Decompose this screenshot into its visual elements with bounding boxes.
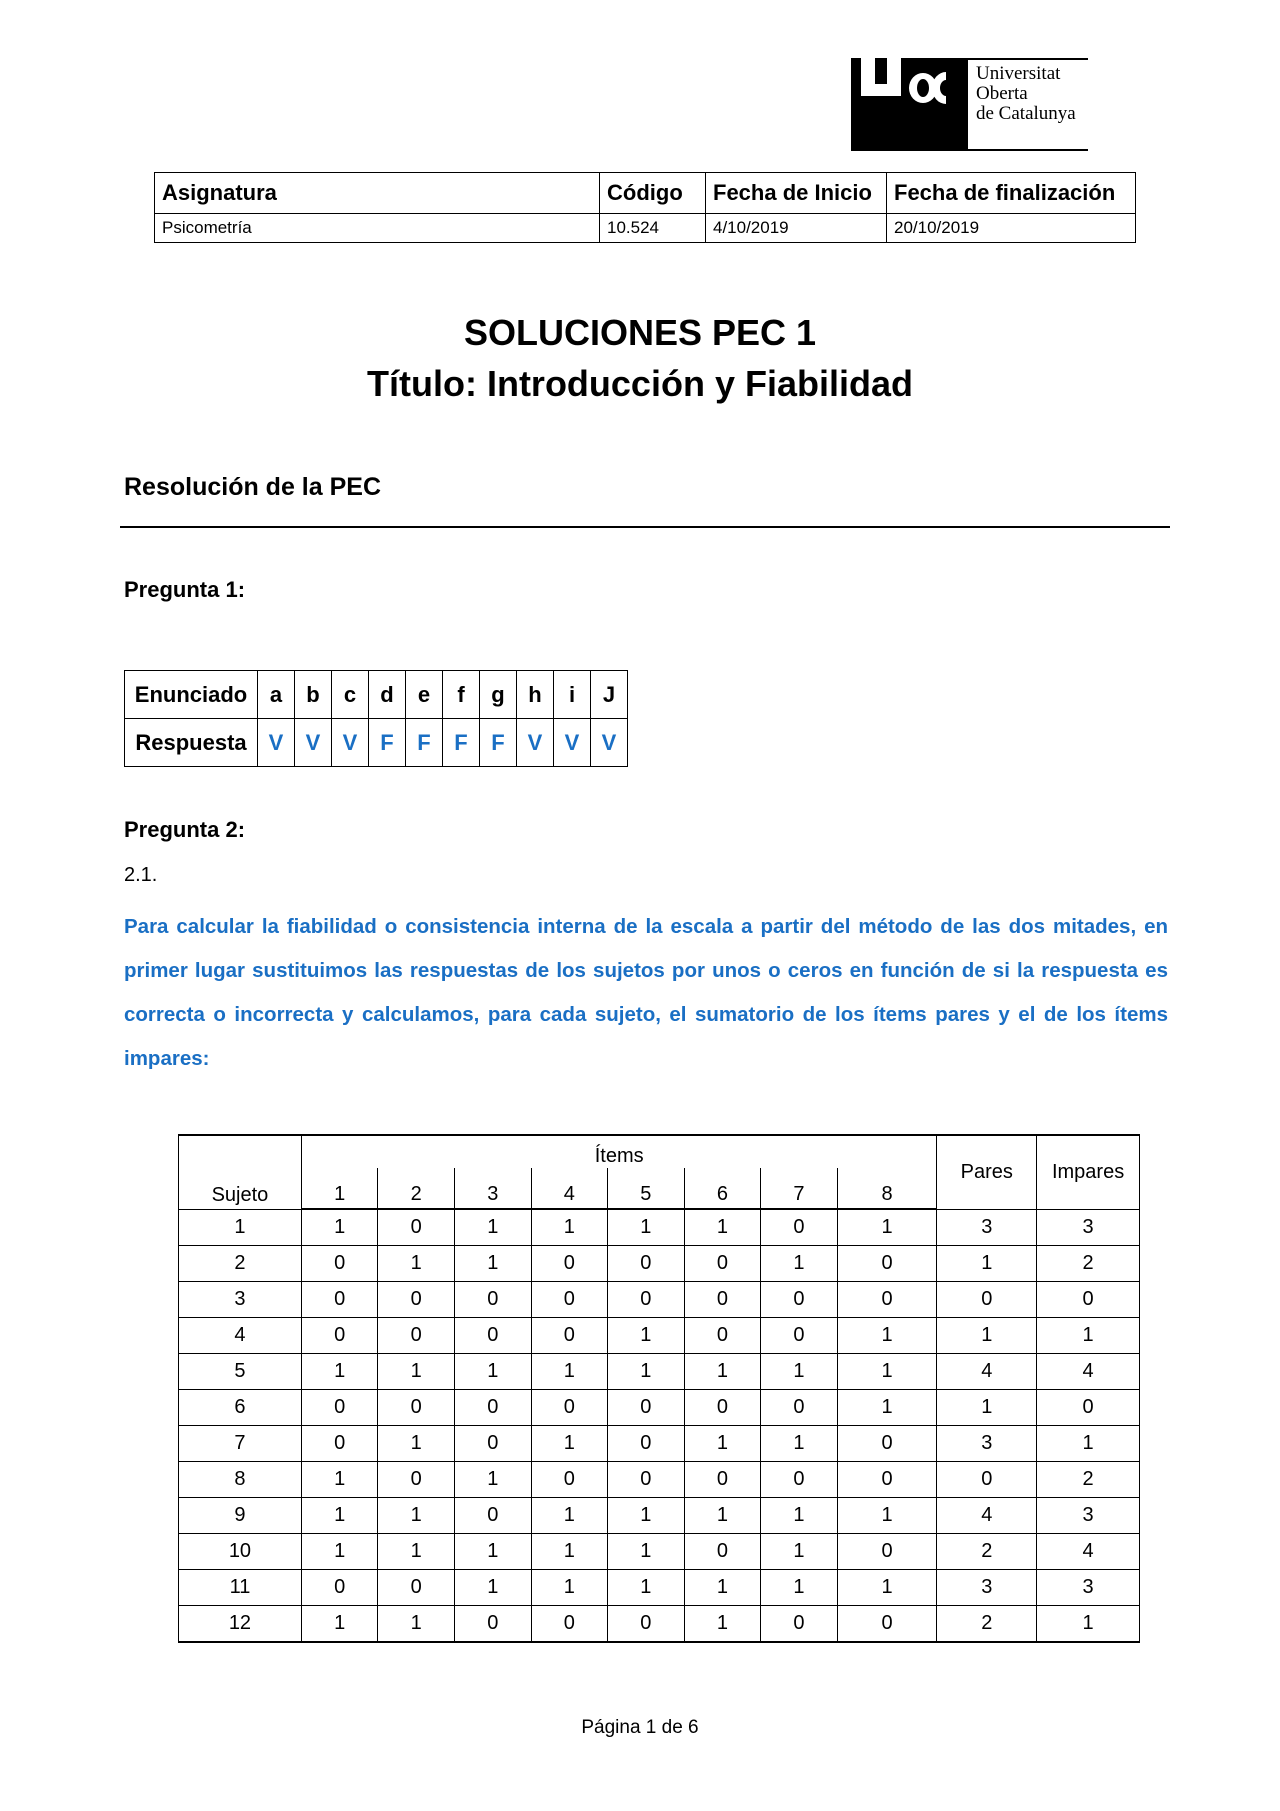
item-cell: 0 — [454, 1426, 531, 1462]
letter-cell: g — [480, 671, 517, 719]
item-cell: 0 — [608, 1606, 685, 1643]
letter-cell: d — [369, 671, 406, 719]
sum-cell: 4 — [937, 1498, 1037, 1534]
logo-line: Oberta — [976, 83, 1028, 104]
row-label-enunciado: Enunciado — [125, 671, 258, 719]
subject-cell: 9 — [179, 1498, 302, 1534]
item-cell: 0 — [454, 1282, 531, 1318]
item-number: 8 — [837, 1168, 937, 1209]
item-cell: 0 — [531, 1282, 608, 1318]
row-label-respuesta: Respuesta — [125, 719, 258, 767]
item-cell: 0 — [454, 1318, 531, 1354]
subject-cell: 5 — [179, 1354, 302, 1390]
item-cell: 0 — [837, 1246, 937, 1282]
letter-cell: a — [258, 671, 295, 719]
sum-cell: 1 — [1037, 1318, 1140, 1354]
item-cell: 1 — [454, 1246, 531, 1282]
sum-cell: 1 — [1037, 1426, 1140, 1462]
sum-cell: 2 — [937, 1534, 1037, 1570]
item-cell: 1 — [837, 1354, 937, 1390]
course-info-table — [154, 172, 1136, 243]
subject-cell: 3 — [179, 1282, 302, 1318]
item-cell: 0 — [837, 1426, 937, 1462]
table-row — [179, 1354, 1140, 1390]
item-cell: 0 — [301, 1246, 378, 1282]
sum-cell: 0 — [1037, 1282, 1140, 1318]
item-cell: 1 — [531, 1570, 608, 1606]
answer-cell: V — [554, 719, 591, 767]
item-number: 2 — [378, 1168, 455, 1209]
item-cell: 0 — [761, 1209, 838, 1246]
explanation-paragraph: Para calcular la fiabilidad o consistencia interna de la escala a partir del método de las dos mitades, en primer lugar sustituimos las respuestas de los sujetos por unos o ceros en función de si la respuesta es correcta o incorrecta y calculamos, para cada sujeto, el sumatorio de los ítems pares y el de los ítems impares: — [124, 915, 1168, 1070]
item-cell: 1 — [684, 1570, 761, 1606]
item-cell: 0 — [608, 1282, 685, 1318]
item-cell: 0 — [608, 1246, 685, 1282]
item-cell: 1 — [608, 1534, 685, 1570]
item-cell: 0 — [378, 1318, 455, 1354]
sum-cell: 1 — [937, 1390, 1037, 1426]
item-cell: 1 — [301, 1462, 378, 1498]
answer-cell: V — [295, 719, 332, 767]
sum-cell: 3 — [1037, 1498, 1140, 1534]
letter-cell: i — [554, 671, 591, 719]
item-cell: 1 — [761, 1354, 838, 1390]
item-cell: 0 — [837, 1534, 937, 1570]
page-title: SOLUCIONES PEC 1 — [463, 312, 817, 353]
table-row — [179, 1318, 1140, 1354]
item-cell: 1 — [301, 1209, 378, 1246]
item-cell: 0 — [684, 1390, 761, 1426]
sum-cell: 1 — [937, 1246, 1037, 1282]
item-cell: 1 — [531, 1498, 608, 1534]
sum-cell: 4 — [937, 1354, 1037, 1390]
item-cell: 0 — [531, 1606, 608, 1643]
answer-cell: V — [258, 719, 295, 767]
subject-cell: 1 — [179, 1209, 302, 1246]
section-heading: Resolución de la PEC — [124, 473, 382, 501]
table-row — [179, 1390, 1140, 1426]
item-cell: 0 — [301, 1426, 378, 1462]
sum-cell: 2 — [1037, 1462, 1140, 1498]
sum-cell: 0 — [937, 1282, 1037, 1318]
item-cell: 1 — [761, 1426, 838, 1462]
letter-cell: b — [295, 671, 332, 719]
item-cell: 1 — [301, 1606, 378, 1643]
item-cell: 0 — [531, 1462, 608, 1498]
item-cell: 1 — [378, 1498, 455, 1534]
letter-cell: J — [591, 671, 628, 719]
item-cell: 1 — [301, 1498, 378, 1534]
item-cell: 1 — [301, 1354, 378, 1390]
items-header: Ítems — [301, 1135, 937, 1168]
item-cell: 1 — [454, 1209, 531, 1246]
item-cell: 0 — [608, 1462, 685, 1498]
header-asignatura: Asignatura — [155, 173, 600, 214]
value-fecha-finalizacion: 20/10/2019 — [887, 214, 1136, 243]
sum-cell: 3 — [1037, 1209, 1140, 1246]
item-number: 4 — [531, 1168, 608, 1209]
subject-cell: 10 — [179, 1534, 302, 1570]
item-cell: 0 — [761, 1282, 838, 1318]
item-cell: 1 — [761, 1570, 838, 1606]
item-cell: 1 — [378, 1354, 455, 1390]
sum-cell: 3 — [937, 1209, 1037, 1246]
item-cell: 0 — [378, 1390, 455, 1426]
item-cell: 1 — [378, 1246, 455, 1282]
item-cell: 1 — [837, 1498, 937, 1534]
pregunta-1-label: Pregunta 1: — [124, 577, 246, 602]
sum-cell: 4 — [1037, 1534, 1140, 1570]
item-cell: 0 — [837, 1462, 937, 1498]
item-cell: 0 — [454, 1606, 531, 1643]
table-row — [179, 1246, 1140, 1282]
item-cell: 0 — [301, 1390, 378, 1426]
answer-cell: F — [369, 719, 406, 767]
page-subtitle: Título: Introducción y Fiabilidad — [367, 363, 913, 404]
item-cell: 0 — [684, 1282, 761, 1318]
logo-line: Universitat — [976, 63, 1061, 84]
table-row — [179, 1570, 1140, 1606]
item-cell: 0 — [761, 1390, 838, 1426]
item-cell: 1 — [837, 1209, 937, 1246]
item-cell: 1 — [608, 1354, 685, 1390]
item-cell: 1 — [761, 1498, 838, 1534]
sum-cell: 2 — [937, 1606, 1037, 1643]
item-cell: 0 — [761, 1606, 838, 1643]
sum-cell: 1 — [1037, 1606, 1140, 1643]
value-asignatura: Psicometría — [155, 214, 600, 243]
table-row — [179, 1606, 1140, 1643]
item-cell: 0 — [454, 1390, 531, 1426]
item-cell: 1 — [378, 1606, 455, 1643]
subject-header: Sujeto — [179, 1135, 302, 1209]
item-cell: 1 — [454, 1462, 531, 1498]
item-cell: 0 — [761, 1462, 838, 1498]
item-cell: 1 — [454, 1354, 531, 1390]
answer-cell: F — [443, 719, 480, 767]
item-cell: 1 — [531, 1209, 608, 1246]
item-number: 3 — [454, 1168, 531, 1209]
item-cell: 0 — [684, 1462, 761, 1498]
item-cell: 1 — [454, 1534, 531, 1570]
header-fecha-finalizacion: Fecha de finalización — [887, 173, 1136, 214]
sum-cell: 1 — [937, 1318, 1037, 1354]
impares-header: Impares — [1037, 1135, 1140, 1209]
sum-cell: 4 — [1037, 1354, 1140, 1390]
sum-cell: 3 — [937, 1426, 1037, 1462]
sum-cell: 3 — [937, 1570, 1037, 1606]
table-row — [179, 1426, 1140, 1462]
item-cell: 1 — [378, 1534, 455, 1570]
item-cell: 0 — [378, 1209, 455, 1246]
answer-cell: V — [332, 719, 369, 767]
item-cell: 0 — [301, 1282, 378, 1318]
item-cell: 0 — [684, 1246, 761, 1282]
item-cell: 0 — [531, 1318, 608, 1354]
value-codigo: 10.524 — [600, 214, 706, 243]
item-cell: 0 — [608, 1426, 685, 1462]
item-cell: 0 — [301, 1570, 378, 1606]
item-number: 5 — [608, 1168, 685, 1209]
item-cell: 1 — [608, 1318, 685, 1354]
item-cell: 0 — [684, 1318, 761, 1354]
item-cell: 1 — [531, 1354, 608, 1390]
table-row — [179, 1209, 1140, 1246]
item-cell: 1 — [608, 1209, 685, 1246]
item-cell: 1 — [837, 1318, 937, 1354]
item-cell: 0 — [301, 1318, 378, 1354]
item-cell: 1 — [378, 1426, 455, 1462]
item-cell: 1 — [684, 1426, 761, 1462]
sum-cell: 3 — [1037, 1570, 1140, 1606]
item-cell: 1 — [454, 1570, 531, 1606]
letter-cell: e — [406, 671, 443, 719]
item-cell: 0 — [378, 1282, 455, 1318]
subquestion-number: 2.1. — [124, 864, 158, 886]
logo-line: de Catalunya — [976, 103, 1076, 124]
item-cell: 1 — [531, 1426, 608, 1462]
letter-cell: c — [332, 671, 369, 719]
subject-cell: 11 — [179, 1570, 302, 1606]
item-cell: 1 — [684, 1209, 761, 1246]
header-fecha-inicio: Fecha de Inicio — [706, 173, 887, 214]
table-row — [179, 1534, 1140, 1570]
item-number: 1 — [301, 1168, 378, 1209]
item-cell: 1 — [837, 1390, 937, 1426]
table-row — [179, 1282, 1140, 1318]
item-cell: 0 — [531, 1246, 608, 1282]
item-cell: 1 — [531, 1534, 608, 1570]
item-cell: 0 — [378, 1570, 455, 1606]
item-cell: 1 — [684, 1606, 761, 1643]
subject-cell: 12 — [179, 1606, 302, 1643]
subject-cell: 2 — [179, 1246, 302, 1282]
item-cell: 1 — [301, 1534, 378, 1570]
item-cell: 0 — [608, 1390, 685, 1426]
answer-cell: V — [591, 719, 628, 767]
pregunta-2-label: Pregunta 2: — [124, 817, 246, 842]
pares-header: Pares — [937, 1135, 1037, 1209]
item-cell: 0 — [837, 1282, 937, 1318]
header-codigo: Código — [600, 173, 706, 214]
item-cell: 1 — [684, 1498, 761, 1534]
item-cell: 0 — [378, 1462, 455, 1498]
answers-table — [124, 670, 628, 767]
item-cell: 1 — [608, 1498, 685, 1534]
item-cell: 1 — [684, 1354, 761, 1390]
page-footer: Página 1 de 6 — [581, 1717, 699, 1738]
item-cell: 0 — [837, 1606, 937, 1643]
item-cell: 0 — [454, 1498, 531, 1534]
letter-cell: f — [443, 671, 480, 719]
items-table — [178, 1134, 1140, 1643]
answer-cell: F — [480, 719, 517, 767]
answer-cell: F — [406, 719, 443, 767]
sum-cell: 2 — [1037, 1246, 1140, 1282]
item-number: 6 — [684, 1168, 761, 1209]
item-cell: 1 — [837, 1570, 937, 1606]
subject-cell: 8 — [179, 1462, 302, 1498]
item-cell: 1 — [761, 1246, 838, 1282]
logo-text — [976, 64, 1076, 124]
subject-cell: 6 — [179, 1390, 302, 1426]
item-cell: 0 — [684, 1534, 761, 1570]
item-cell: 1 — [608, 1570, 685, 1606]
table-row — [179, 1462, 1140, 1498]
table-row — [179, 1498, 1140, 1534]
sum-cell: 0 — [1037, 1390, 1140, 1426]
subject-cell: 4 — [179, 1318, 302, 1354]
item-cell: 1 — [761, 1534, 838, 1570]
item-number: 7 — [761, 1168, 838, 1209]
subject-cell: 7 — [179, 1426, 302, 1462]
letter-cell: h — [517, 671, 554, 719]
sum-cell: 0 — [937, 1462, 1037, 1498]
answer-cell: V — [517, 719, 554, 767]
item-cell: 0 — [761, 1318, 838, 1354]
value-fecha-inicio: 4/10/2019 — [706, 214, 887, 243]
item-cell: 0 — [531, 1390, 608, 1426]
divider — [120, 526, 1170, 528]
